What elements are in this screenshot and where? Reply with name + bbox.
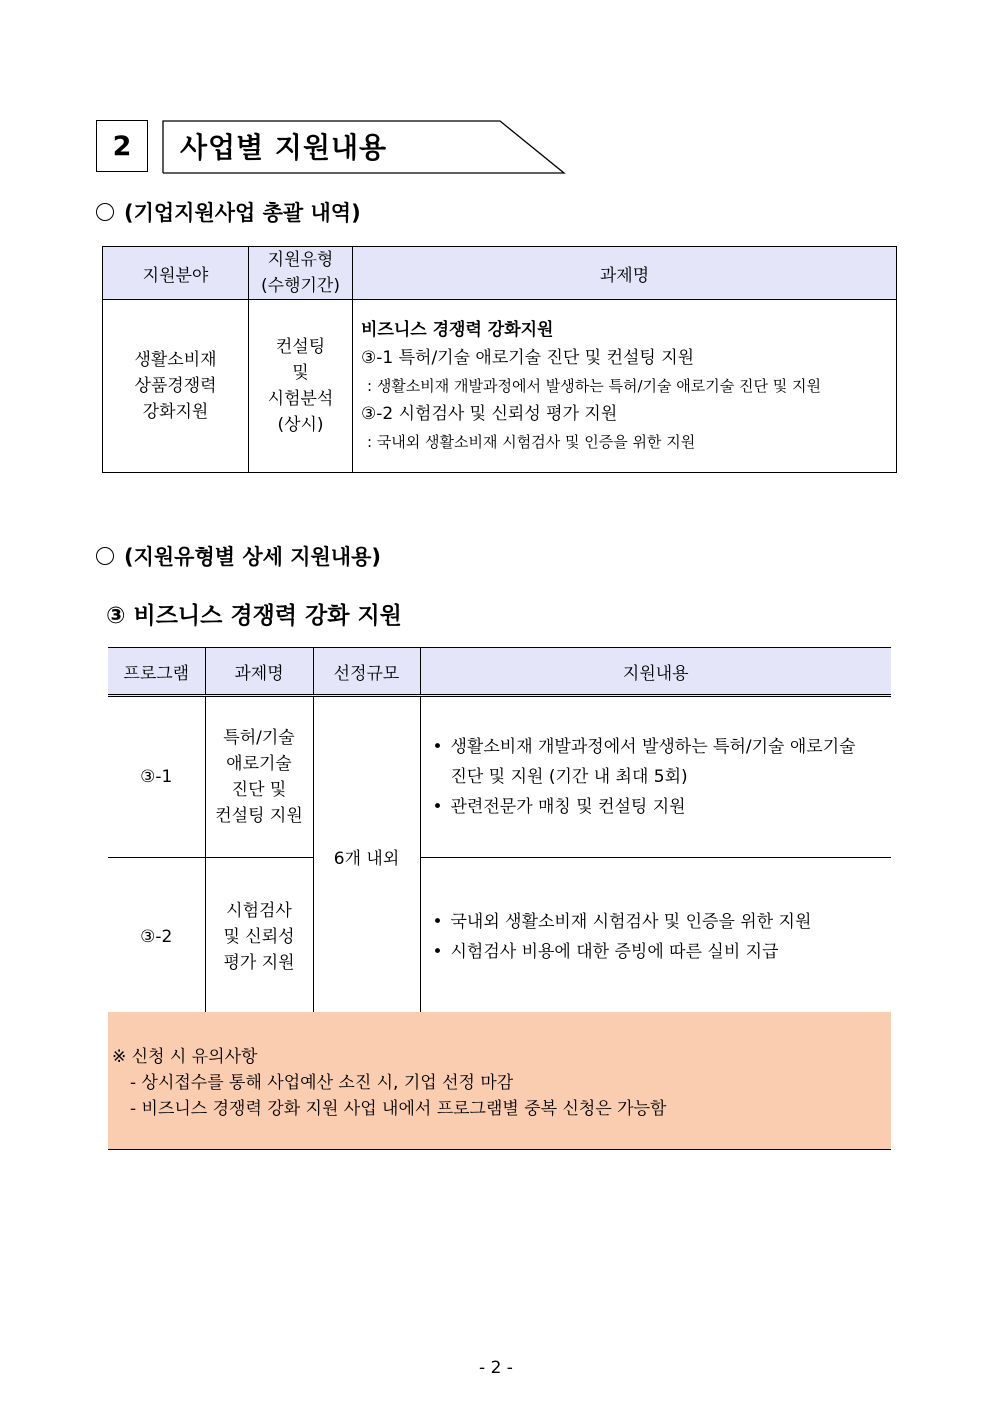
detail-table — [108, 647, 891, 1017]
task-cell — [205, 696, 313, 858]
table-row — [108, 858, 891, 1017]
task-item2: ③-2 시험검사 및 신뢰성 평가 지원 — [361, 404, 618, 424]
content-cell — [420, 858, 891, 1017]
bullet-icon: • — [432, 737, 443, 757]
table-row — [108, 696, 891, 858]
content-cell — [420, 696, 891, 858]
header-program: 프로그램 — [108, 648, 205, 696]
task-line: 애로기술 — [226, 754, 292, 774]
field-line: 강화지원 — [142, 402, 209, 422]
bullet-icon: • — [432, 797, 443, 817]
overview-heading — [96, 198, 361, 226]
bullet-item — [427, 732, 891, 762]
notice-box — [108, 1012, 891, 1150]
bullet-icon: • — [432, 912, 443, 932]
field-cell — [103, 300, 249, 473]
bullet-text: 시험검사 비용에 대한 증빙에 따른 실비 지급 — [450, 942, 779, 962]
header-type — [249, 247, 353, 300]
notice-item: - 상시접수를 통해 사업예산 소진 시, 기업 선정 마감 — [130, 1073, 514, 1093]
section-title: 사업별 지원내용 — [180, 131, 388, 164]
bullet-text: 국내외 생활소비재 시험검사 및 인증을 위한 지원 — [450, 912, 812, 932]
task-line: 시험검사 — [226, 901, 292, 921]
detail-heading — [96, 542, 381, 570]
task-item2-desc: : 국내외 생활소비재 시험검사 및 인증을 위한 지원 — [367, 433, 696, 451]
notice-item: - 비즈니스 경쟁력 강화 지원 사업 내에서 프로그램별 중복 신청은 가능함 — [130, 1099, 667, 1119]
type-cell — [249, 300, 353, 473]
field-line: 상품경쟁력 — [134, 376, 217, 396]
detail-heading-text: (지원유형별 상세 지원내용) — [124, 545, 381, 569]
type-line: 및 — [292, 363, 309, 383]
overview-heading-text: (기업지원사업 총괄 내역) — [124, 201, 361, 225]
task-title: 비즈니스 경쟁력 강화지원 — [361, 320, 554, 340]
task-line: 평가 지원 — [223, 953, 295, 973]
program-cell: ③-1 — [108, 696, 205, 858]
program-title: ③ 비즈니스 경쟁력 강화 지원 — [106, 603, 402, 629]
section-number: 2 — [96, 120, 148, 172]
program-cell: ③-2 — [108, 858, 205, 1017]
task-item1: ③-1 특허/기술 애로기술 진단 및 컨설팅 지원 — [361, 348, 695, 368]
task-line: 및 신뢰성 — [223, 927, 295, 947]
bullet-continuation: 진단 및 지원 (기간 내 최대 5회) — [450, 767, 688, 787]
header-content: 지원내용 — [420, 648, 891, 696]
scale-cell: 6개 내외 — [313, 696, 420, 1017]
type-line: 컨설팅 — [275, 337, 326, 357]
task-item1-desc: : 생활소비재 개발과정에서 발생하는 특허/기술 애로기술 진단 및 지원 — [367, 377, 821, 395]
type-line: (상시) — [277, 415, 324, 435]
task-line: 진단 및 — [231, 780, 287, 800]
circle-marker-icon — [96, 547, 114, 565]
task-cell — [353, 300, 897, 473]
page-number: - 2 - — [479, 1358, 513, 1378]
field-line: 생활소비재 — [134, 350, 217, 370]
header-task: 과제명 — [205, 648, 313, 696]
table-row — [103, 300, 897, 473]
bullet-item — [427, 907, 891, 937]
type-line: 시험분석 — [267, 389, 334, 409]
bullet-text: 생활소비재 개발과정에서 발생하는 특허/기술 애로기술 — [450, 737, 856, 757]
notice-title: ※ 신청 시 유의사항 — [112, 1047, 258, 1067]
task-line: 컨설팅 지원 — [215, 806, 303, 826]
circle-marker-icon — [96, 203, 114, 221]
overview-table — [102, 246, 897, 473]
task-line: 특허/기술 — [223, 728, 295, 748]
header-type-line1: 지원유형 — [267, 250, 334, 270]
header-scale: 선정규모 — [313, 648, 420, 696]
header-field: 지원분야 — [103, 247, 249, 300]
header-type-line2: (수행기간) — [261, 276, 340, 296]
task-cell — [205, 858, 313, 1017]
bullet-icon: • — [432, 942, 443, 962]
bullet-item — [427, 937, 891, 967]
header-task: 과제명 — [353, 247, 897, 300]
bullet-text: 관련전문가 매칭 및 컨설팅 지원 — [450, 797, 686, 817]
bullet-item — [427, 792, 891, 822]
